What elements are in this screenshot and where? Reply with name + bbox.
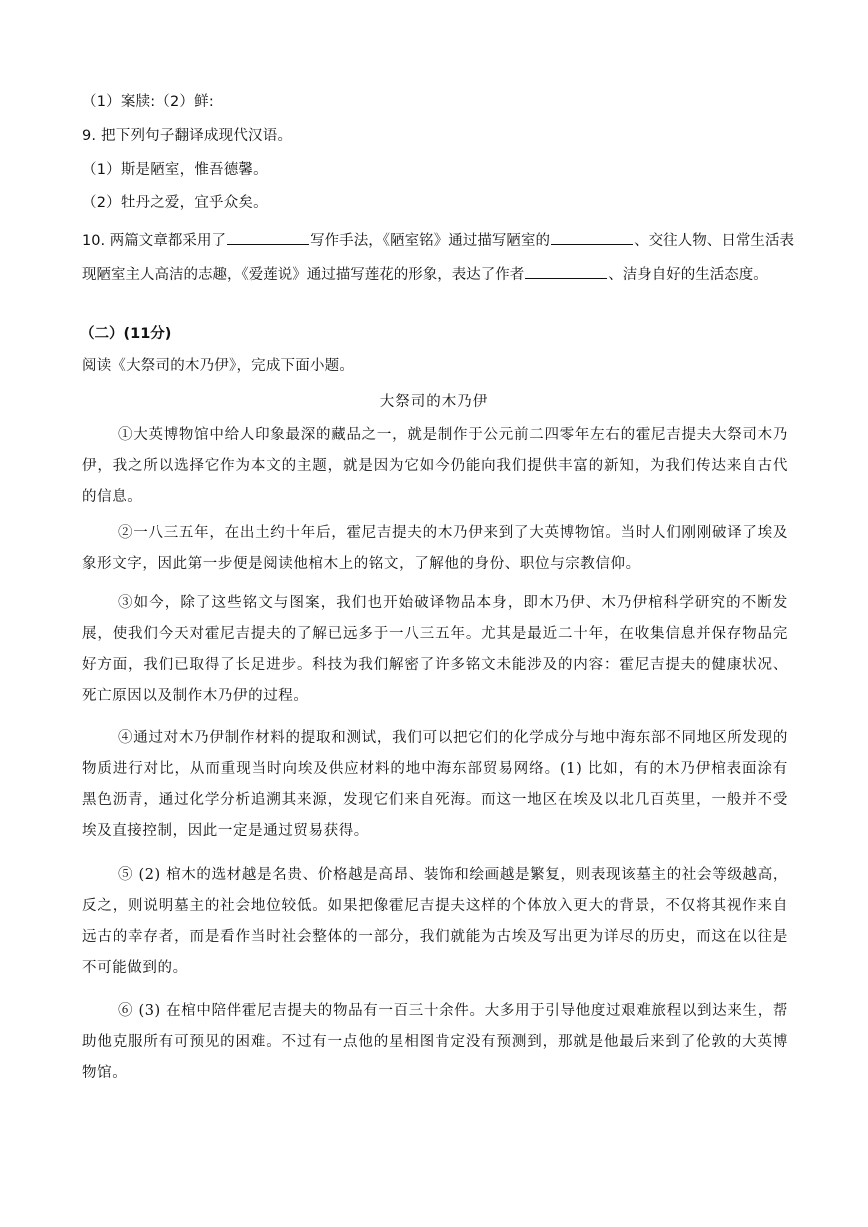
q10-blank-1[interactable] — [227, 230, 309, 245]
q10-blank-3[interactable] — [525, 264, 607, 279]
section-heading: （二）(11分) — [80, 326, 172, 342]
q10-text-part-1: 10. 两篇文章都采用了 — [82, 233, 227, 249]
q8-answer-line: （1）案牍:（2）鲜: — [82, 94, 214, 110]
q9-title: 9. 把下列句子翻译成现代汉语。 — [82, 128, 293, 144]
q9-item-1: （1）斯是陋室，惟吾德馨。 — [82, 162, 268, 178]
article-paragraph-3: ③如今，除了这些铭文与图案，我们也开始破译物品本身，即木乃伊、木乃伊棺科学研究的不断发展，使我们今天对霍尼吉提夫的了解已远多于一八三五年。尤其是最近二十年，在收集信息并保存物品完好方面，我们已取得了长足进步。科技为我们解密了许多铭文未能涉及的内容：霍尼吉提夫的健康状况、死亡原因以及制作木乃伊的过程。 — [82, 595, 788, 704]
q10-text-part-2: 写作手法，《陋室铭》通过描写陋室的 — [310, 233, 551, 249]
q10-text-part-4: 、洁身自好的生活态度。 — [608, 267, 768, 283]
q10-text-part-3: 、交往人物、日常生活表现陋室主人高洁的志趣，《爱莲说》通过描写莲花的形象，表达了作者 — [82, 233, 795, 283]
q9-item-2: （2）牡丹之爱，宜乎众矣。 — [82, 195, 268, 211]
q10-question — [82, 224, 794, 292]
q10-blank-2[interactable] — [551, 230, 633, 245]
reading-instruction: 阅读《大祭司的木乃伊》，完成下面小题。 — [82, 358, 355, 374]
article-paragraph-5: ⑤ (2) 棺木的选材越是名贵、价格越是高昂、装饰和绘画越是繁复，则表现该墓主的社会等级越高，反之，则说明墓主的社会地位较低。如果把像霍尼吉提夫这样的个体放入更大的背景，不仅将其视作来自远古的幸存者，而是看作当时社会整体的一部分，我们就能为古埃及写出更为详尽的历史，而这在以往是不可能做到的。 — [82, 867, 788, 976]
article-paragraph-2: ②一八三五年，在出土约十年后，霍尼吉提夫的木乃伊来到了大英博物馆。当时人们刚刚破译了埃及象形文字，因此第一步便是阅读他棺木上的铭文，了解他的身份、职位与宗教信仰。 — [82, 525, 788, 572]
article-paragraph-6: ⑥ (3) 在棺中陪伴霍尼吉提夫的物品有一百三十余件。大多用于引导他度过艰难旅程以到达来生，帮助他克服所有可预见的困难。不过有一点他的星相图肯定没有预测到，那就是他最后来到了伦敦的大英博物馆。 — [82, 1003, 788, 1081]
article-paragraph-4: ④通过对木乃伊制作材料的提取和测试，我们可以把它们的化学成分与地中海东部不同地区所发现的物质进行对比，从而重现当时向埃及供应材料的地中海东部贸易网络。(1) 比如，有的木乃伊棺表面涂有黑色沥青，通过化学分析追溯其来源，发现它们来自死海。而这一地区在埃及以北几百英里，一般并不受埃及直接控制，因此一定是通过贸易获得。 — [82, 730, 788, 839]
article-paragraph-1: ①大英博物馆中给人印象最深的藏品之一，就是制作于公元前二四零年左右的霍尼吉提夫大祭司木乃伊，我之所以选择它作为本文的主题，就是因为它如今仍能向我们提供丰富的新知，为我们传达来自古代的信息。 — [82, 427, 788, 505]
article-title: 大祭司的木乃伊 — [379, 394, 489, 410]
